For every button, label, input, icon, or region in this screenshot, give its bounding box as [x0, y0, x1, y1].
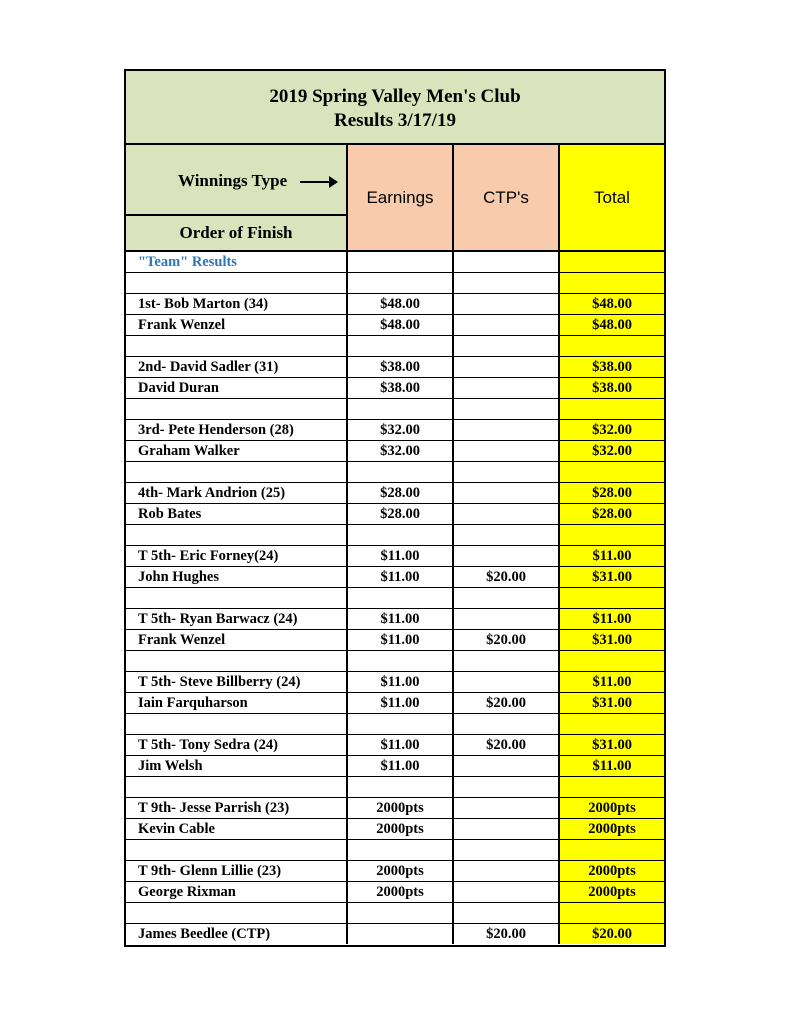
total-header-label: Total: [594, 187, 630, 207]
player-name-cell: George Rixman: [126, 882, 348, 902]
table-row: [126, 861, 664, 882]
ctp-cell: [454, 273, 560, 293]
ctps-header-label: CTP's: [483, 187, 529, 207]
table-row: [126, 714, 664, 735]
total-cell: $31.00: [560, 735, 664, 755]
ctp-cell: [454, 420, 560, 440]
total-cell: $31.00: [560, 693, 664, 713]
ctp-cell: [454, 819, 560, 839]
table-row: [126, 357, 664, 378]
ctp-cell: [454, 588, 560, 608]
total-cell: $28.00: [560, 504, 664, 524]
total-cell: 2000pts: [560, 798, 664, 818]
player-name-cell: T 9th- Glenn Lillie (23): [126, 861, 348, 881]
player-name-cell: Kevin Cable: [126, 819, 348, 839]
player-name-cell: [126, 462, 348, 482]
ctp-cell: [454, 672, 560, 692]
table-row: [126, 693, 664, 714]
total-cell: [560, 399, 664, 419]
earnings-cell: 2000pts: [348, 882, 454, 902]
player-name-cell: Graham Walker: [126, 441, 348, 461]
player-name-cell: [126, 273, 348, 293]
total-cell: [560, 777, 664, 797]
table-row: [126, 483, 664, 504]
ctp-cell: [454, 357, 560, 377]
player-name-cell: T 5th- Steve Billberry (24): [126, 672, 348, 692]
results-sheet: [124, 69, 666, 947]
table-row: [126, 399, 664, 420]
ctp-cell: [454, 861, 560, 881]
table-row: [126, 315, 664, 336]
earnings-cell: [348, 252, 454, 272]
earnings-cell: $11.00: [348, 735, 454, 755]
ctp-cell: [454, 399, 560, 419]
total-cell: $11.00: [560, 672, 664, 692]
ctp-cell: [454, 336, 560, 356]
ctp-cell: [454, 882, 560, 902]
earnings-header: [348, 145, 454, 252]
table-row: [126, 819, 664, 840]
player-name-cell: [126, 588, 348, 608]
total-cell: $11.00: [560, 756, 664, 776]
total-cell: $31.00: [560, 630, 664, 650]
ctp-cell: $20.00: [454, 630, 560, 650]
table-row: [126, 294, 664, 315]
earnings-cell: $32.00: [348, 420, 454, 440]
total-cell: 2000pts: [560, 861, 664, 881]
total-cell: [560, 714, 664, 734]
player-name-cell: James Beedlee (CTP): [126, 924, 348, 944]
ctp-cell: [454, 441, 560, 461]
total-cell: $38.00: [560, 378, 664, 398]
total-cell: [560, 252, 664, 272]
total-cell: [560, 273, 664, 293]
table-row: [126, 882, 664, 903]
earnings-cell: [348, 273, 454, 293]
results-table-body: [126, 252, 664, 945]
total-cell: $31.00: [560, 567, 664, 587]
earnings-cell: [348, 462, 454, 482]
table-row: [126, 630, 664, 651]
player-name-cell: [126, 525, 348, 545]
table-row: [126, 777, 664, 798]
player-name-cell: Frank Wenzel: [126, 630, 348, 650]
player-name-cell: 4th- Mark Andrion (25): [126, 483, 348, 503]
table-row: [126, 588, 664, 609]
total-cell: [560, 840, 664, 860]
order-of-finish-header: Order of Finish: [126, 216, 348, 252]
earnings-cell: [348, 924, 454, 944]
ctp-cell: $20.00: [454, 924, 560, 944]
ctp-cell: [454, 294, 560, 314]
earnings-header-label: Earnings: [366, 187, 434, 207]
earnings-cell: 2000pts: [348, 798, 454, 818]
ctp-cell: [454, 525, 560, 545]
total-cell: $48.00: [560, 315, 664, 335]
ctp-cell: [454, 483, 560, 503]
table-row: [126, 252, 664, 273]
table-row: [126, 735, 664, 756]
table-row: [126, 609, 664, 630]
table-row: [126, 336, 664, 357]
table-row: [126, 420, 664, 441]
total-cell: 2000pts: [560, 819, 664, 839]
player-name-cell: 2nd- David Sadler (31): [126, 357, 348, 377]
winnings-type-header: [126, 145, 348, 216]
ctp-cell: $20.00: [454, 567, 560, 587]
total-cell: [560, 651, 664, 671]
earnings-cell: $11.00: [348, 567, 454, 587]
earnings-cell: $11.00: [348, 693, 454, 713]
player-name-cell: Frank Wenzel: [126, 315, 348, 335]
earnings-cell: $32.00: [348, 441, 454, 461]
total-header: [560, 145, 664, 252]
table-row: [126, 924, 664, 945]
total-cell: 2000pts: [560, 882, 664, 902]
ctp-cell: $20.00: [454, 735, 560, 755]
table-row: [126, 798, 664, 819]
total-cell: $11.00: [560, 546, 664, 566]
ctp-cell: [454, 756, 560, 776]
ctp-cell: [454, 798, 560, 818]
ctp-cell: [454, 378, 560, 398]
player-name-cell: T 5th- Tony Sedra (24): [126, 735, 348, 755]
total-cell: $32.00: [560, 441, 664, 461]
player-name-cell: Rob Bates: [126, 504, 348, 524]
table-row: [126, 651, 664, 672]
earnings-cell: $11.00: [348, 609, 454, 629]
earnings-cell: $48.00: [348, 294, 454, 314]
ctp-cell: [454, 546, 560, 566]
player-name-cell: [126, 399, 348, 419]
winnings-type-label: Winnings Type: [178, 171, 288, 190]
earnings-cell: $38.00: [348, 378, 454, 398]
player-name-cell: 3rd- Pete Henderson (28): [126, 420, 348, 440]
table-row: [126, 567, 664, 588]
earnings-cell: $11.00: [348, 630, 454, 650]
total-cell: [560, 903, 664, 923]
earnings-cell: $48.00: [348, 315, 454, 335]
ctp-cell: [454, 315, 560, 335]
table-row: [126, 525, 664, 546]
table-row: [126, 546, 664, 567]
player-name-cell: "Team" Results: [126, 252, 348, 272]
player-name-cell: T 5th- Ryan Barwacz (24): [126, 609, 348, 629]
ctp-cell: $20.00: [454, 693, 560, 713]
earnings-cell: [348, 525, 454, 545]
player-name-cell: 1st- Bob Marton (34): [126, 294, 348, 314]
title-box: [126, 71, 664, 145]
total-cell: [560, 525, 664, 545]
player-name-cell: Iain Farquharson: [126, 693, 348, 713]
player-name-cell: [126, 840, 348, 860]
table-row: [126, 273, 664, 294]
player-name-cell: [126, 336, 348, 356]
earnings-cell: [348, 588, 454, 608]
ctp-cell: [454, 777, 560, 797]
table-row: [126, 462, 664, 483]
earnings-cell: $38.00: [348, 357, 454, 377]
table-row: [126, 756, 664, 777]
total-cell: $48.00: [560, 294, 664, 314]
total-cell: $20.00: [560, 924, 664, 944]
ctps-header: [454, 145, 560, 252]
earnings-cell: $28.00: [348, 483, 454, 503]
ctp-cell: [454, 840, 560, 860]
earnings-cell: [348, 903, 454, 923]
player-name-cell: [126, 714, 348, 734]
ctp-cell: [454, 903, 560, 923]
ctp-cell: [454, 504, 560, 524]
earnings-cell: [348, 336, 454, 356]
arrow-right-icon: [300, 181, 336, 183]
earnings-cell: [348, 777, 454, 797]
table-row: [126, 903, 664, 924]
earnings-cell: [348, 840, 454, 860]
total-cell: [560, 462, 664, 482]
ctp-cell: [454, 609, 560, 629]
page-title: 2019 Spring Valley Men's Club: [269, 86, 521, 107]
earnings-cell: $11.00: [348, 672, 454, 692]
player-name-cell: T 9th- Jesse Parrish (23): [126, 798, 348, 818]
earnings-cell: 2000pts: [348, 819, 454, 839]
ctp-cell: [454, 651, 560, 671]
player-name-cell: David Duran: [126, 378, 348, 398]
table-row: [126, 840, 664, 861]
earnings-cell: $28.00: [348, 504, 454, 524]
earnings-cell: [348, 399, 454, 419]
player-name-cell: T 5th- Eric Forney(24): [126, 546, 348, 566]
earnings-cell: [348, 714, 454, 734]
player-name-cell: [126, 651, 348, 671]
player-name-cell: [126, 903, 348, 923]
total-cell: $28.00: [560, 483, 664, 503]
total-cell: $32.00: [560, 420, 664, 440]
ctp-cell: [454, 462, 560, 482]
earnings-cell: [348, 651, 454, 671]
total-cell: [560, 336, 664, 356]
total-cell: $11.00: [560, 609, 664, 629]
player-name-cell: John Hughes: [126, 567, 348, 587]
table-row: [126, 672, 664, 693]
earnings-cell: 2000pts: [348, 861, 454, 881]
earnings-cell: $11.00: [348, 546, 454, 566]
earnings-cell: $11.00: [348, 756, 454, 776]
player-name-cell: Jim Welsh: [126, 756, 348, 776]
player-name-cell: [126, 777, 348, 797]
page-subtitle: Results 3/17/19: [334, 110, 456, 131]
total-cell: $38.00: [560, 357, 664, 377]
table-row: [126, 441, 664, 462]
table-row: [126, 378, 664, 399]
ctp-cell: [454, 252, 560, 272]
ctp-cell: [454, 714, 560, 734]
table-row: [126, 504, 664, 525]
total-cell: [560, 588, 664, 608]
